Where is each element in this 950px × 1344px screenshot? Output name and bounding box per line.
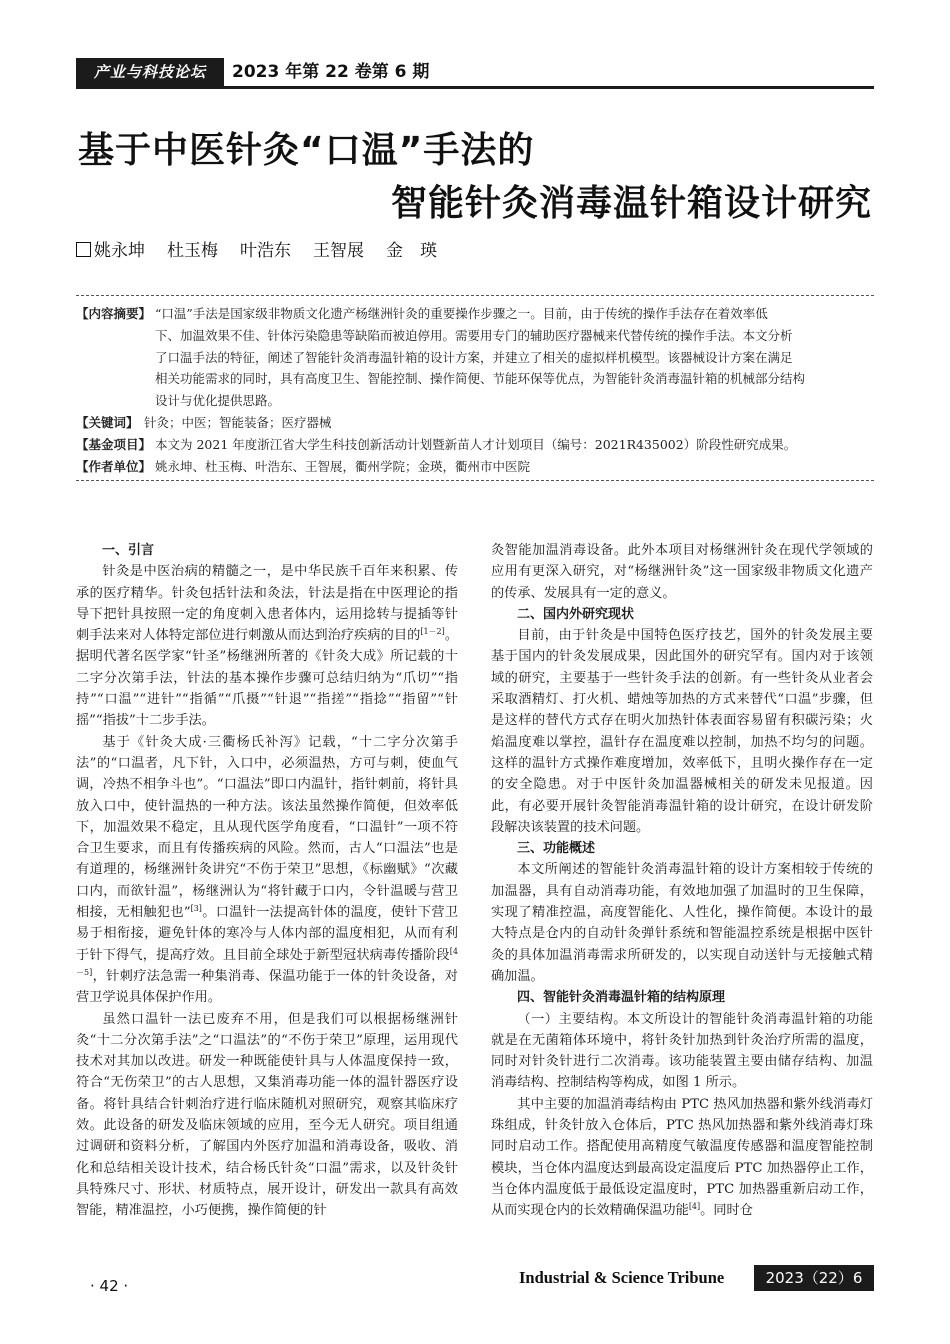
section-heading: 四、智能针灸消毒温针箱的结构原理 <box>517 990 726 1006</box>
affiliation <box>76 456 874 478</box>
journal-badge: 产业与科技论坛 <box>76 58 224 86</box>
author-name: 金 瑛 <box>386 241 437 261</box>
citation: [3] <box>190 904 202 914</box>
author-name: 叶浩东 <box>240 241 291 261</box>
left-column <box>76 540 458 1222</box>
abstract-line: “口温”手法是国家级非物质文化遗产杨继洲针灸的重要操作步骤之一。目前，由于传统的操作手法存在着效率低 <box>155 306 768 321</box>
keywords <box>76 412 874 434</box>
paragraph: 基于《针灸大成·三衢杨氏补泻》记载，“十二字分次第手法”的“口温者，凡下针，入口中，必须温热，方可与刺，使血气调，冷热不相争斗也”。“口温法”即口内温针，指针刺前，将针具放入口中，使针温热的一种方法。该法虽然操作简便，但效率低下，加温效果不稳定，且从现代医学角度看，“口温针”一项不符合卫生要求，而且有传播疾病的风险。然而，古人“口温法”也是有道理的，杨继洲针灸讲究“不伤于荣卫”思想，《标幽赋》“次藏口内，而欲针温”，杨继洲认为“将针藏于口内，令针温暖与营卫相接，无相触犯也”[3]。口温针一法提高针体的温度，使针下营卫易于相衔接，避免针体的寒冷与人体内部的温度相犯，从而有利于针下得气，提高疗效。且目前全球处于新型冠状病毒传播阶段[4－5]，针刺疗法急需一种集消毒、保温功能于一体的针灸设备，对营卫学说具体保护作用。 <box>76 734 459 1006</box>
fund-label: 【基金项目】 <box>76 436 152 452</box>
author-name: 王智展 <box>313 241 364 261</box>
fund-text: 本文为 2021 年度浙江省大学生科技创新活动计划暨新苗人才计划项目（编号：2021R435002）阶段性研究成果。 <box>155 436 797 452</box>
abstract-top-rule <box>76 295 874 296</box>
header-rule <box>76 86 874 89</box>
paragraph: 其中主要的加温消毒结构由 PTC 热风加热器和紫外线消毒灯珠组成，针灸针放入仓体后，PTC 热风加热器和紫外线消毒灯珠同时启动工作。搭配使用高精度气敏温度传感器和温度智能控制模块，当仓体内温度达到最高设定温度后 PTC 加热器停止工作，当仓体内温度低于最低设定温度时，PTC 加热器重新启动工作，从而实现仓内的长效精确保温功能[4]。同时仓 <box>491 1096 873 1219</box>
citation: [4] <box>688 1202 701 1212</box>
paragraph: 虽然口温针一法已废弃不用，但是我们可以根据杨继洲针灸“十二分次第手法”之“口温法”的“不伤于荣卫”原理，运用现代技术对其加以改进。研发一种既能使针具与人体温度保持一致，符合“无伤荣卫”的古人思想，又集消毒功能一体的温针器医疗设备。将针具结合针刺治疗进行临床随机对照研究，观察其临床疗效。此设备的研发及临床领域的应用，至今无人研究。项目组通过调研和资料分析，了解国内外医疗加温和消毒设备，吸收、消化和总结相关设计技术，结合杨氏针灸“口温”需求，以及针灸针具特殊尺寸、形状、材质特点，展开设计，研发出一款具有高效智能，精准温控，小巧便携，操作简便的针 <box>76 1011 458 1219</box>
abstract-line: 相关功能需求的同时，具有高度卫生、智能控制、操作简便、节能环保等优点，为智能针灸消毒温针箱的机械部分结构 <box>155 371 806 387</box>
footer-issue-badge: 2023（22）6 <box>754 1265 874 1291</box>
right-column <box>491 540 873 1222</box>
section-heading: 三、功能概述 <box>517 841 596 857</box>
keywords-text: 针灸；中医；智能装备；医疗器械 <box>144 414 332 430</box>
abstract-line: 下、加温效果不佳、针体污染隐患等缺陷而被迫停用。需要用专门的辅助医疗器械来代替传统的操作手法。本文分析 <box>155 327 793 343</box>
title-line-2: 智能针灸消毒温针箱设计研究 <box>390 183 872 224</box>
abstract-line: 设计与优化提供思路。 <box>155 393 281 409</box>
author-name: 姚永坤 <box>94 241 145 261</box>
affiliation-text: 姚永坤、杜玉梅、叶浩东、王智展，衢州学院；金瑛，衢州市中医院 <box>155 458 531 474</box>
journal-name-en: Industrial & Science Tribune <box>519 1268 725 1287</box>
paragraph: 目前，由于针灸是中国特色医疗技艺，国外的针灸发展主要基于国内的针灸发展成果，因此国外的研究罕有。国内对于该领域的研究，主要基于一些针灸手法的创新。有一些针灸从业者会采取酒精灯、打火机、蜡烛等加热的方式来替代“口温”步骤，但是这样的替代方式存在明火加热针体表面容易留有积碳污染；火焰温度难以掌控，温针存在温度难以控制，加热不均匀的问题。这样的温针方式操作难度增加，效率低下，且明火操作存在一定的安全隐患。对于中医针灸加温器械相关的研发未见报道。因此，有必要开展针灸智能消毒温针箱的设计研究，在设计研发阶段解决该装置的技术问题。 <box>491 628 873 835</box>
section-heading: 一、引言 <box>102 543 155 558</box>
author-name: 杜玉梅 <box>167 241 218 261</box>
issue-label: 2023 年第 22 卷第 6 期 <box>232 62 430 82</box>
abstract-bottom-rule <box>76 480 874 481</box>
title-line-1: 基于中医针灸“口温”手法的 <box>78 130 535 171</box>
citation: [1－2] <box>420 627 445 637</box>
paragraph: 本文所阐述的智能针灸消毒温针箱的设计方案相较于传统的加温器，具有自动消毒功能，有效地加强了加温时的卫生保障，实现了精准控温，高度智能化、人性化，操作简便。本设计的最大特点是仓内的自动针灸弹针系统和智能温控系统是根据中医针灸的具体加温消毒需求所研发的，以实现自动送针与无接触式精确加温。 <box>491 862 873 984</box>
abstract-block <box>76 303 874 477</box>
paragraph: （一）主要结构。本文所设计的智能针灸消毒温针箱的功能就是在无菌箱体环境中，将针灸针加热到针灸治疗所需的温度，同时对针灸针进行二次消毒。该功能装置主要由储存结构、加温消毒结构、控制结构等构成，如图 1 所示。 <box>491 1011 873 1091</box>
page-number: · 42 · <box>90 1277 129 1295</box>
citation: [4－5] <box>76 946 458 977</box>
abstract-line: 了口温手法的特征，阐述了智能针灸消毒温针箱的设计方案，并建立了相关的虚拟样机模型。该器械设计方案在满足 <box>155 349 793 365</box>
affiliation-label: 【作者单位】 <box>76 458 152 474</box>
paragraph: 针灸是中医治病的精髓之一，是中华民族千百年来积累、传承的医疗精华。针灸包括针法和灸法，针法是指在中医理论的指导下把针具按照一定的角度刺入患者体内，运用捻转与提插等针刺手法来对人体特定部位进行刺激从而达到治疗疾病的目的[1－2]。据明代著名医学家“针圣”杨继洲所著的《针灸大成》所记载的十二字分次第手法，针法的基本操作步骤可总结归纳为“爪切”“指持”“口温”“进针”“指循”“爪摄”“针退”“指搓”“指捻”“指留”“针摇”“指拔”十二步手法。 <box>76 564 459 729</box>
box-icon <box>76 242 91 257</box>
abstract-label: 【内容摘要】 <box>76 306 152 321</box>
keywords-label: 【关键词】 <box>76 414 139 430</box>
paragraph: 灸智能加温消毒设备。此外本项目对杨继洲针灸在现代学领域的应用有更深入研究，对“杨继洲针灸”这一国家级非物质文化遗产的传承、发展具有一定的意义。 <box>491 543 873 601</box>
abstract <box>76 303 874 412</box>
fund <box>76 434 874 456</box>
author-list <box>76 236 459 261</box>
section-heading: 二、国内外研究现状 <box>517 606 635 622</box>
